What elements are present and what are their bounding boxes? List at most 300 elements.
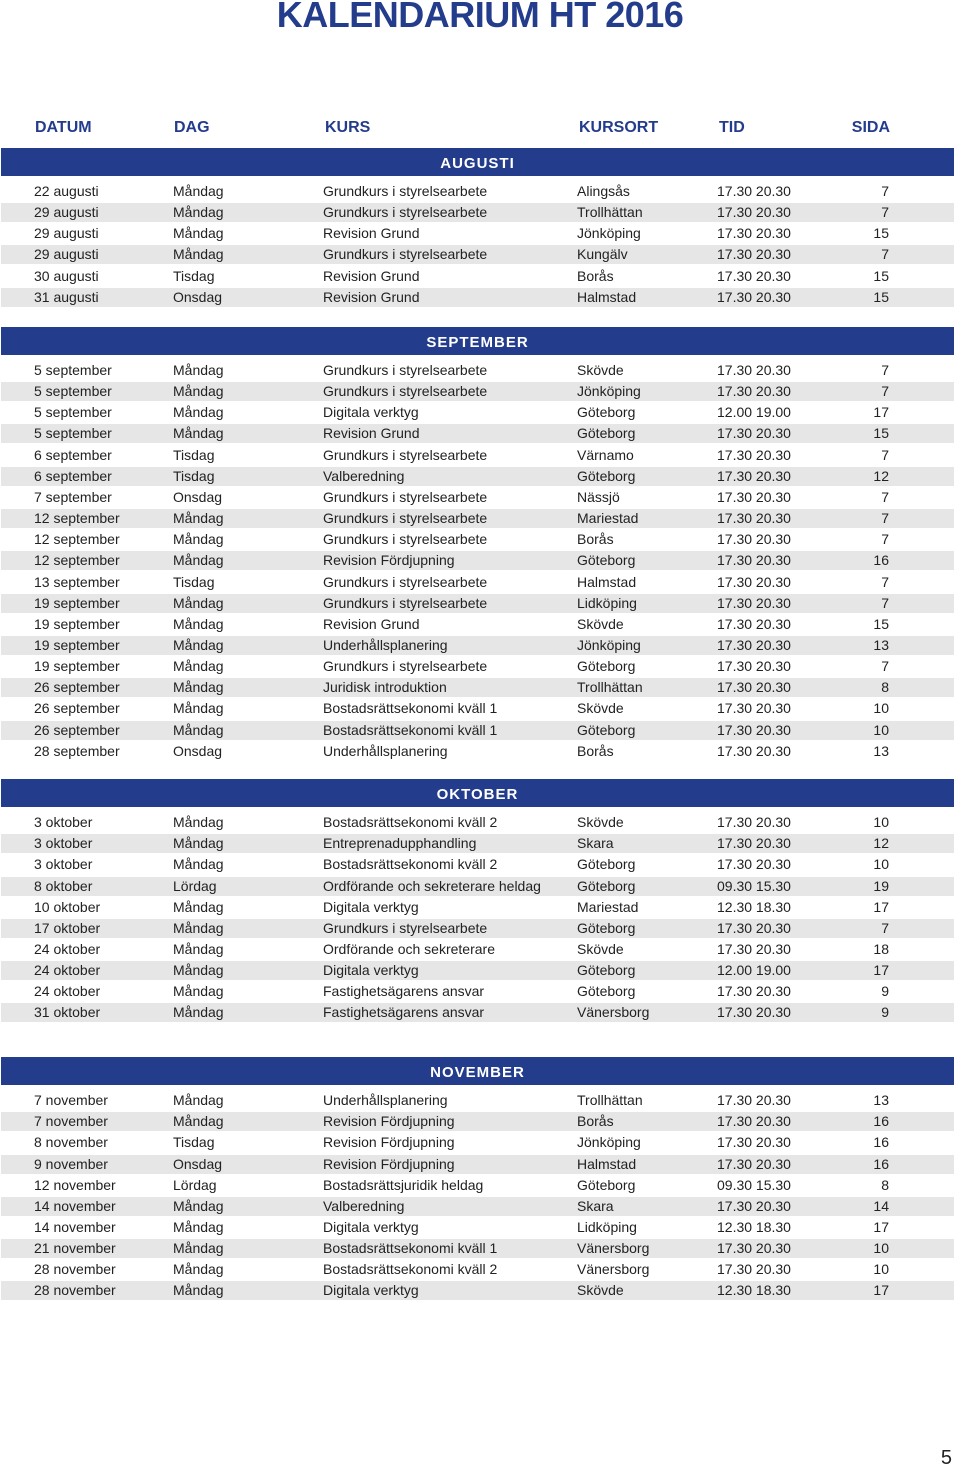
row-page: 15 (873, 615, 889, 632)
row-page: 15 (873, 267, 889, 284)
row-course: Revision Fördjupning (323, 1134, 455, 1151)
row-location: Halmstad (577, 288, 637, 305)
row-location: Jönköping (577, 225, 641, 242)
table-row (1, 1218, 954, 1237)
row-date: 6 september (34, 467, 112, 484)
header-kurs: KURS (325, 119, 371, 136)
table-row (1, 530, 954, 549)
row-location: Borås (577, 267, 614, 284)
table-row (1, 361, 954, 380)
row-day: Måndag (173, 510, 224, 526)
row-course: Grundkurs i styrelsearbete (323, 510, 488, 526)
row-time: 17.30 20.30 (717, 700, 791, 717)
row-location: Skara (577, 835, 614, 852)
row-time: 17.30 20.30 (717, 204, 791, 221)
row-page: 17 (873, 1282, 889, 1299)
row-date: 29 augusti (34, 204, 99, 221)
row-location: Trollhättan (577, 679, 643, 696)
row-page: 7 (881, 446, 889, 463)
row-day: Måndag (173, 246, 224, 263)
row-course: Revision Grund (323, 267, 420, 284)
table-row (1, 636, 954, 655)
row-location: Mariestad (577, 510, 639, 526)
row-time: 17.30 20.30 (717, 446, 791, 463)
row-page: 9 (881, 1004, 889, 1021)
row-date: 24 oktober (34, 940, 101, 957)
row-location: Vänersborg (577, 1261, 650, 1278)
row-page: 7 (881, 919, 889, 936)
row-date: 26 september (34, 679, 120, 696)
row-page: 10 (873, 814, 889, 830)
row-page: 7 (881, 246, 889, 263)
row-location: Halmstad (577, 573, 637, 590)
row-location: Skövde (577, 814, 624, 830)
row-course: Valberedning (323, 467, 405, 484)
row-page: 12 (873, 467, 889, 484)
column-header-row (0, 119, 960, 139)
row-day: Måndag (173, 425, 224, 442)
row-date: 30 augusti (34, 267, 99, 284)
row-day: Måndag (173, 552, 224, 569)
table-row (1, 1281, 954, 1300)
row-day: Måndag (173, 1004, 224, 1021)
row-page: 13 (873, 742, 889, 759)
table-row (1, 1260, 954, 1279)
row-location: Lidköping (577, 1218, 637, 1235)
row-date: 7 september (34, 488, 112, 505)
row-course: Revision Fördjupning (323, 1113, 455, 1130)
row-location: Göteborg (577, 425, 636, 442)
table-row (1, 203, 954, 222)
row-page: 15 (873, 288, 889, 305)
row-course: Revision Fördjupning (323, 1155, 455, 1172)
row-time: 17.30 20.30 (717, 531, 791, 548)
row-day: Måndag (173, 700, 224, 717)
row-course: Grundkurs i styrelsearbete (323, 183, 488, 199)
row-date: 7 november (34, 1113, 108, 1130)
row-date: 22 augusti (34, 183, 99, 199)
row-location: Skövde (577, 615, 624, 632)
row-page: 7 (881, 488, 889, 505)
row-time: 17.30 20.30 (717, 183, 791, 199)
row-page: 10 (873, 1261, 889, 1278)
table-row (1, 1003, 954, 1022)
row-day: Måndag (173, 940, 224, 957)
row-location: Göteborg (577, 658, 636, 675)
row-course: Bostadsrättsekonomi kväll 2 (323, 856, 498, 873)
row-location: Nässjö (577, 488, 620, 505)
header-tid: TID (719, 119, 745, 136)
row-time: 17.30 20.30 (717, 467, 791, 484)
row-time: 17.30 20.30 (717, 940, 791, 957)
row-course: Bostadsrättsekonomi kväll 1 (323, 700, 498, 717)
row-page: 7 (881, 531, 889, 548)
row-date: 6 september (34, 446, 112, 463)
row-time: 17.30 20.30 (717, 1240, 791, 1256)
header-datum: DATUM (35, 119, 92, 136)
row-date: 28 november (34, 1261, 116, 1278)
row-location: Lidköping (577, 594, 637, 611)
row-day: Måndag (173, 856, 224, 873)
row-date: 14 november (34, 1218, 116, 1235)
row-course: Fastighetsägarens ansvar (323, 1004, 485, 1021)
table-row (1, 678, 954, 697)
row-time: 17.30 20.30 (717, 246, 791, 263)
row-day: Måndag (173, 615, 224, 632)
row-time: 17.30 20.30 (717, 835, 791, 852)
row-date: 12 september (34, 552, 120, 569)
row-date: 8 november (34, 1134, 108, 1151)
row-time: 12.00 19.00 (717, 404, 791, 421)
row-page: 7 (881, 204, 889, 221)
row-location: Jönköping (577, 637, 641, 653)
table-row (1, 898, 954, 917)
row-date: 12 september (34, 510, 120, 526)
row-page: 12 (873, 835, 889, 852)
row-day: Måndag (173, 1092, 224, 1108)
row-date: 5 september (34, 425, 112, 442)
row-page: 7 (881, 510, 889, 526)
row-location: Vänersborg (577, 1004, 650, 1021)
row-location: Skövde (577, 1282, 624, 1299)
row-day: Tisdag (173, 573, 215, 590)
row-time: 12.30 18.30 (717, 1218, 791, 1235)
row-time: 17.30 20.30 (717, 362, 791, 378)
row-day: Tisdag (173, 467, 215, 484)
row-day: Måndag (173, 1240, 224, 1256)
row-location: Trollhättan (577, 204, 643, 221)
month-header-november: NOVEMBER (1, 1057, 954, 1085)
row-day: Måndag (173, 404, 224, 421)
table-row (1, 1112, 954, 1131)
row-date: 17 oktober (34, 919, 101, 936)
table-row (1, 1133, 954, 1152)
row-time: 17.30 20.30 (717, 510, 791, 526)
row-location: Skövde (577, 362, 624, 378)
row-page: 19 (873, 877, 889, 894)
row-location: Göteborg (577, 721, 636, 738)
row-day: Måndag (173, 679, 224, 696)
row-day: Måndag (173, 721, 224, 738)
row-page: 7 (881, 183, 889, 199)
month-header-september: SEPTEMBER (1, 327, 954, 355)
row-day: Måndag (173, 362, 224, 378)
row-date: 19 september (34, 637, 120, 653)
row-time: 17.30 20.30 (717, 267, 791, 284)
row-page: 17 (873, 404, 889, 421)
row-time: 17.30 20.30 (717, 1197, 791, 1214)
row-day: Måndag (173, 814, 224, 830)
row-date: 29 augusti (34, 246, 99, 263)
row-date: 5 september (34, 404, 112, 421)
row-page: 13 (873, 1092, 889, 1108)
table-row (1, 424, 954, 443)
row-page: 15 (873, 425, 889, 442)
row-location: Värnamo (577, 446, 634, 463)
row-date: 31 augusti (34, 288, 99, 305)
table-row (1, 467, 954, 486)
row-course: Grundkurs i styrelsearbete (323, 531, 488, 548)
row-course: Bostadsrättsekonomi kväll 1 (323, 721, 498, 738)
row-date: 3 oktober (34, 814, 93, 830)
row-time: 17.30 20.30 (717, 594, 791, 611)
row-location: Jönköping (577, 1134, 641, 1151)
table-row (1, 699, 954, 718)
table-row (1, 182, 954, 201)
row-page: 17 (873, 898, 889, 915)
row-time: 17.30 20.30 (717, 1261, 791, 1278)
row-location: Borås (577, 1113, 614, 1130)
row-date: 21 november (34, 1240, 116, 1256)
table-row (1, 919, 954, 938)
row-date: 3 oktober (34, 856, 93, 873)
table-row (1, 1155, 954, 1174)
table-row (1, 961, 954, 980)
row-page: 16 (873, 552, 889, 569)
row-page: 7 (881, 383, 889, 400)
row-date: 26 september (34, 700, 120, 717)
table-row (1, 1197, 954, 1216)
row-time: 17.30 20.30 (717, 658, 791, 675)
table-row (1, 288, 954, 307)
row-date: 12 september (34, 531, 120, 548)
row-date: 5 september (34, 383, 112, 400)
row-location: Alingsås (577, 183, 630, 199)
page-number: 5 (940, 1447, 952, 1469)
row-date: 7 november (34, 1092, 108, 1108)
row-course: Digitala verktyg (323, 898, 419, 915)
row-time: 12.30 18.30 (717, 1282, 791, 1299)
row-location: Jönköping (577, 383, 641, 400)
row-time: 17.30 20.30 (717, 1155, 791, 1172)
row-course: Entreprenadupphandling (323, 835, 477, 852)
row-page: 7 (881, 573, 889, 590)
table-row (1, 509, 954, 528)
row-date: 24 oktober (34, 983, 101, 1000)
row-page: 10 (873, 856, 889, 873)
row-day: Måndag (173, 594, 224, 611)
row-time: 09.30 15.30 (717, 877, 791, 894)
table-row (1, 877, 954, 896)
row-location: Göteborg (577, 962, 636, 978)
table-row (1, 1176, 954, 1195)
table-row (1, 855, 954, 874)
row-page: 9 (881, 983, 889, 1000)
row-day: Måndag (173, 204, 224, 221)
row-time: 17.30 20.30 (717, 552, 791, 569)
row-date: 19 september (34, 658, 120, 675)
row-page: 17 (873, 962, 889, 978)
row-time: 17.30 20.30 (717, 721, 791, 738)
table-row (1, 657, 954, 676)
row-time: 17.30 20.30 (717, 919, 791, 936)
row-course: Grundkurs i styrelsearbete (323, 594, 488, 611)
row-page: 18 (873, 940, 889, 957)
header-dag: DAG (174, 119, 210, 136)
header-kursort: KURSORT (579, 119, 659, 136)
row-location: Göteborg (577, 983, 636, 1000)
row-location: Göteborg (577, 1176, 636, 1193)
row-day: Lördag (173, 1176, 217, 1193)
row-page: 10 (873, 721, 889, 738)
table-row (1, 721, 954, 740)
row-course: Revision Grund (323, 425, 420, 442)
row-page: 8 (881, 1176, 889, 1193)
row-day: Tisdag (173, 267, 215, 284)
row-page: 7 (881, 362, 889, 378)
row-day: Måndag (173, 835, 224, 852)
table-row (1, 382, 954, 401)
row-time: 17.30 20.30 (717, 288, 791, 305)
table-row (1, 267, 954, 286)
row-day: Måndag (173, 1218, 224, 1235)
row-day: Onsdag (173, 488, 223, 505)
row-course: Digitala verktyg (323, 962, 419, 978)
row-date: 13 september (34, 573, 120, 590)
row-time: 17.30 20.30 (717, 225, 791, 242)
row-course: Digitala verktyg (323, 1282, 419, 1299)
row-location: Göteborg (577, 404, 636, 421)
row-date: 26 september (34, 721, 120, 738)
row-location: Trollhättan (577, 1092, 643, 1108)
table-row (1, 1091, 954, 1110)
row-day: Onsdag (173, 1155, 223, 1172)
row-location: Kungälv (577, 246, 628, 263)
row-day: Tisdag (173, 446, 215, 463)
row-day: Måndag (173, 1113, 224, 1130)
row-location: Vänersborg (577, 1240, 650, 1256)
row-date: 28 november (34, 1282, 116, 1299)
row-time: 12.00 19.00 (717, 962, 791, 978)
row-day: Onsdag (173, 742, 223, 759)
row-day: Lördag (173, 877, 217, 894)
page-title: KALENDARIUM HT 2016 (276, 0, 684, 35)
table-row (1, 551, 954, 570)
row-date: 29 augusti (34, 225, 99, 242)
row-date: 10 oktober (34, 898, 101, 915)
row-page: 16 (873, 1113, 889, 1130)
row-time: 17.30 20.30 (717, 1113, 791, 1130)
row-date: 19 september (34, 615, 120, 632)
row-page: 10 (873, 700, 889, 717)
row-date: 14 november (34, 1197, 116, 1214)
row-course: Revision Grund (323, 288, 420, 305)
row-day: Måndag (173, 637, 224, 653)
row-day: Måndag (173, 1261, 224, 1278)
row-course: Grundkurs i styrelsearbete (323, 446, 488, 463)
table-row (1, 813, 954, 832)
row-course: Grundkurs i styrelsearbete (323, 919, 488, 936)
row-day: Onsdag (173, 288, 223, 305)
row-date: 9 november (34, 1155, 108, 1172)
row-date: 28 september (34, 742, 120, 759)
row-day: Måndag (173, 225, 224, 242)
row-time: 17.30 20.30 (717, 856, 791, 873)
row-date: 12 november (34, 1176, 116, 1193)
table-row (1, 615, 954, 634)
row-time: 17.30 20.30 (717, 983, 791, 1000)
row-course: Bostadsrättsekonomi kväll 2 (323, 1261, 498, 1278)
row-location: Göteborg (577, 856, 636, 873)
row-location: Borås (577, 531, 614, 548)
row-course: Revision Grund (323, 615, 420, 632)
row-day: Måndag (173, 531, 224, 548)
row-day: Måndag (173, 962, 224, 978)
row-course: Grundkurs i styrelsearbete (323, 362, 488, 378)
row-course: Revision Fördjupning (323, 552, 455, 569)
row-time: 17.30 20.30 (717, 1134, 791, 1151)
table-row (1, 403, 954, 422)
row-location: Göteborg (577, 877, 636, 894)
row-page: 15 (873, 225, 889, 242)
row-location: Mariestad (577, 898, 639, 915)
row-course: Underhållsplanering (323, 637, 448, 653)
row-course: Digitala verktyg (323, 1218, 419, 1235)
row-time: 09.30 15.30 (717, 1176, 791, 1193)
row-course: Underhållsplanering (323, 1092, 448, 1108)
table-row (1, 982, 954, 1001)
row-day: Måndag (173, 183, 224, 199)
row-time: 17.30 20.30 (717, 814, 791, 830)
row-course: Underhållsplanering (323, 742, 448, 759)
table-row (1, 940, 954, 959)
header-sida: SIDA (851, 119, 890, 136)
table-row (1, 742, 954, 761)
table-row (1, 834, 954, 853)
row-time: 12.30 18.30 (717, 898, 791, 915)
row-page: 7 (881, 594, 889, 611)
table-row (1, 594, 954, 613)
row-time: 17.30 20.30 (717, 573, 791, 590)
row-location: Skara (577, 1197, 614, 1214)
row-location: Borås (577, 742, 614, 759)
table-row (1, 1239, 954, 1258)
table-row (1, 573, 954, 592)
row-day: Måndag (173, 1197, 224, 1214)
row-day: Måndag (173, 1282, 224, 1299)
row-course: Grundkurs i styrelsearbete (323, 573, 488, 590)
month-header-oktober: OKTOBER (1, 779, 954, 807)
row-page: 8 (881, 679, 889, 696)
row-time: 17.30 20.30 (717, 679, 791, 696)
row-page: 16 (873, 1134, 889, 1151)
row-day: Måndag (173, 658, 224, 675)
table-row (1, 245, 954, 264)
table-row (1, 488, 954, 507)
row-course: Grundkurs i styrelsearbete (323, 658, 488, 675)
row-time: 17.30 20.30 (717, 1004, 791, 1021)
row-course: Juridisk introduktion (323, 679, 447, 696)
row-time: 17.30 20.30 (717, 637, 791, 653)
row-time: 17.30 20.30 (717, 742, 791, 759)
row-location: Göteborg (577, 919, 636, 936)
month-header-augusti: AUGUSTI (1, 148, 954, 176)
row-time: 17.30 20.30 (717, 425, 791, 442)
row-course: Bostadsrättsekonomi kväll 1 (323, 1240, 498, 1256)
row-time: 17.30 20.30 (717, 1092, 791, 1108)
row-time: 17.30 20.30 (717, 383, 791, 400)
row-date: 3 oktober (34, 835, 93, 852)
table-row (1, 224, 954, 243)
row-day: Måndag (173, 983, 224, 1000)
row-location: Göteborg (577, 467, 636, 484)
row-time: 17.30 20.30 (717, 615, 791, 632)
row-course: Bostadsrättsjuridik heldag (323, 1176, 484, 1193)
row-course: Digitala verktyg (323, 404, 419, 421)
row-location: Halmstad (577, 1155, 637, 1172)
row-location: Skövde (577, 700, 624, 717)
row-date: 31 oktober (34, 1004, 101, 1021)
